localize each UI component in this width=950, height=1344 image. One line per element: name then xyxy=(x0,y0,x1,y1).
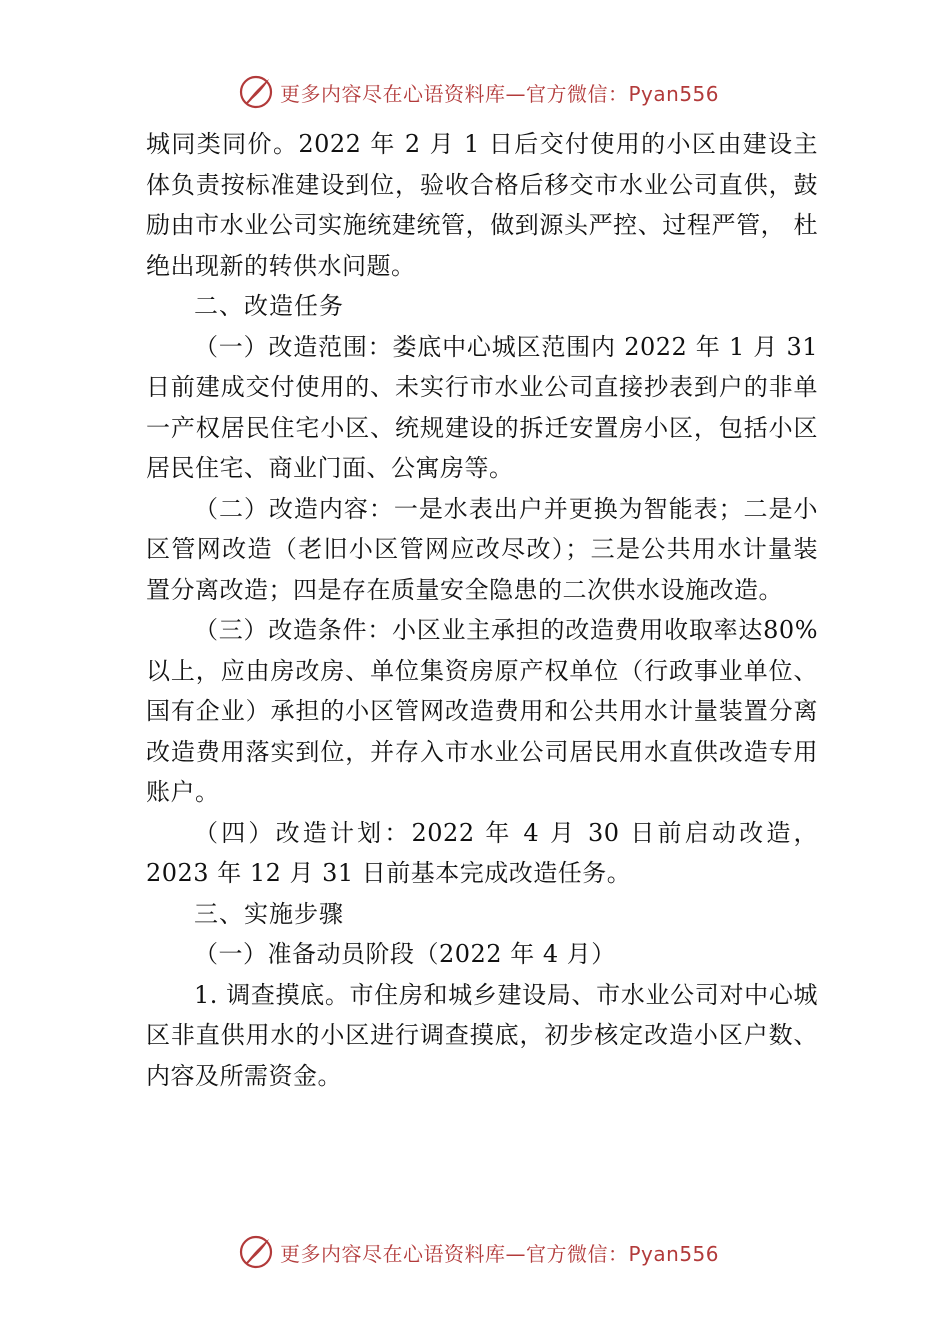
subheading: （四）改造计划： xyxy=(194,818,412,847)
document-body xyxy=(146,124,818,1096)
section-heading: 二、改造任务 xyxy=(194,292,344,320)
paragraph: （四）改造计划：2022 年 4 月 30 日前启动改造，2023 年 12 月 31 日前基本完成改造任务。 xyxy=(146,818,819,887)
subheading: （一）改造范围： xyxy=(194,332,393,361)
quill-logo-icon xyxy=(238,74,274,110)
watermark-text: 更多内容尽在心语资料库—官方微信：Pyan556 xyxy=(280,1241,720,1266)
paragraph: （三）改造条件：小区业主承担的改造费用收取率达80% 以上，应由房改房、单位集资房原产权单位（行政事业单位、国有企业）承担的小区管网改造费用和公共用水计量装置分离改造费用落实到位，并存入市水业公司居民用水直供改造专用账户。 xyxy=(146,616,819,806)
section-heading: 三、实施步骤 xyxy=(194,899,344,928)
paragraph: 城同类同价。2022 年 2 月 1 日后交付使用的小区由建设主体负责按标准建设到位，验收合格后移交市水业公司直供，鼓励由市水业公司实施统建统管，做到源头严控、过程严管， 杜绝出现新的转供水问题。 xyxy=(146,130,818,280)
watermark-header xyxy=(238,72,738,112)
subheading: （二）改造内容： xyxy=(194,494,394,523)
paragraph: 1. 调查摸底。市住房和城乡建设局、市水业公司对中心城区非直供用水的小区进行调查摸底，初步核定改造小区户数、内容及所需资金。 xyxy=(146,980,818,1090)
subsection-heading: （一）准备动员阶段（2022 年 4 月） xyxy=(194,940,616,968)
paragraph: （一）改造范围：娄底中心城区范围内 2022 年 1 月 31 日前建成交付使用的、未实行市水业公司直接抄表到户的非单一产权居民住宅小区、统规建设的拆迁安置房小区，包括小区居民住宅、商业门面、公寓房等。 xyxy=(146,332,819,482)
quill-logo-icon xyxy=(238,1234,274,1270)
paragraph: （二）改造内容：一是水表出户并更换为智能表；二是小区管网改造（老旧小区管网应改尽改）；三是公共用水计量装置分离改造；四是存在质量安全隐患的二次供水设施改造。 xyxy=(146,494,819,604)
watermark-footer xyxy=(238,1232,738,1272)
subheading: （三）改造条件： xyxy=(194,616,392,644)
watermark-text: 更多内容尽在心语资料库—官方微信：Pyan556 xyxy=(280,81,720,106)
